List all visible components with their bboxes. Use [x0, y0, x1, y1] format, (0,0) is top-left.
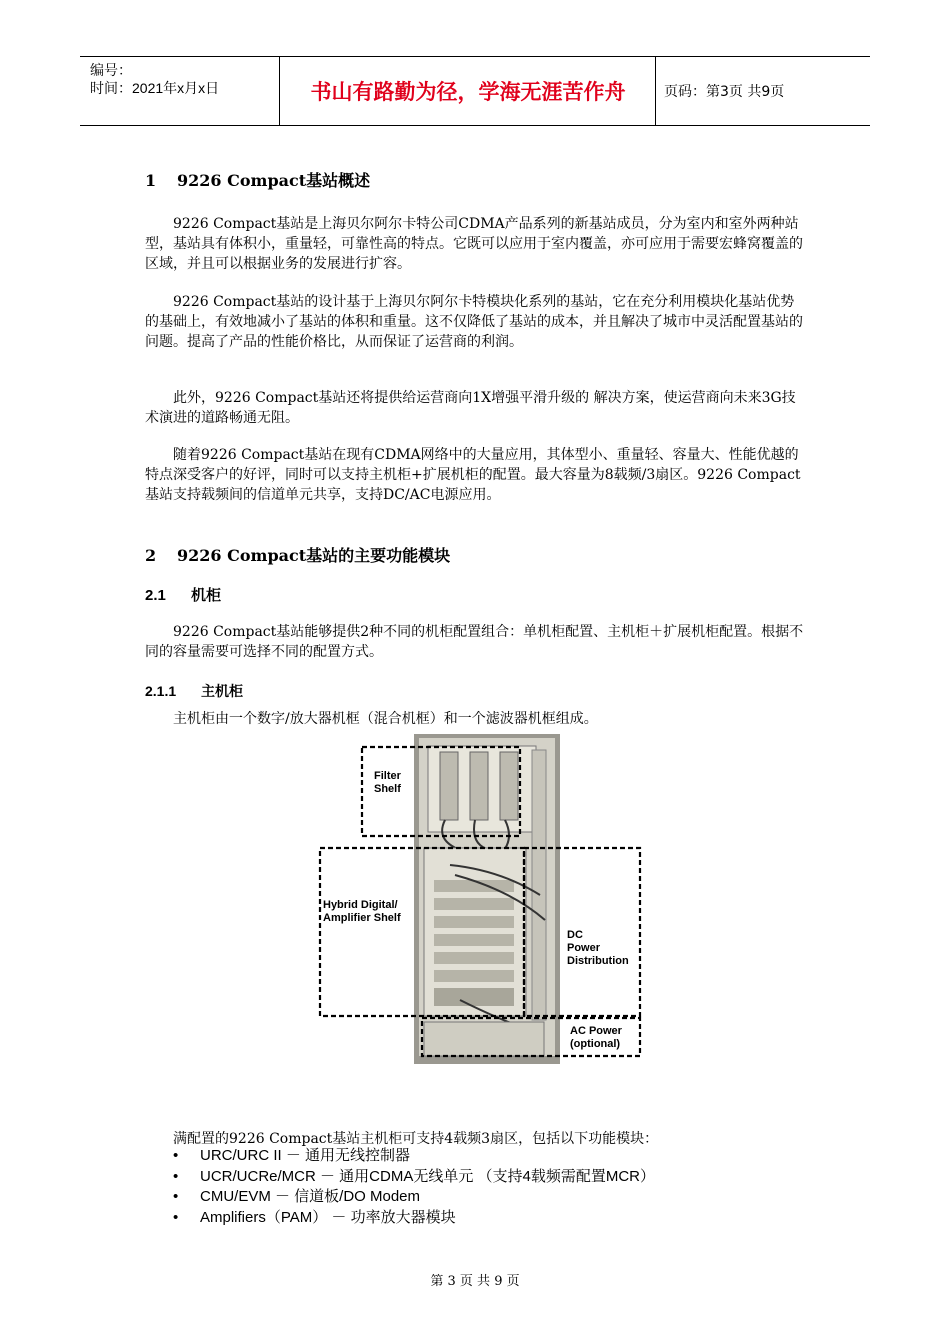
section-number: 2 — [145, 546, 157, 565]
section-2-heading — [145, 543, 450, 566]
list-item: • CMU/EVM － 信道板/DO Modem — [173, 1187, 655, 1208]
paragraph: 9226 Compact基站的设计基于上海贝尔阿尔卡特模块化系列的基站，它在充分利用模块化基站优势的基础上，有效地减小了基站的体积和重量。这不仅降低了基站的成本，并且解决了城市中灵活配置基站的问题。提高了产品的性能价格比，从而保证了运营商的利润。 — [145, 294, 803, 350]
shelf-slot — [434, 898, 514, 910]
shelf-slot — [434, 952, 514, 964]
ac-area — [424, 1022, 544, 1056]
filter-label: Shelf — [374, 783, 401, 795]
paragraph: 满配置的9226 Compact基站主机柜可支持4载频3扇区，包括以下功能模块： — [173, 1131, 659, 1147]
paragraph: 随着9226 Compact基站在现有CDMA网络中的大量应用，其体型小、重量轻、容量大、性能优越的特点深受客户的好评，同时可以支持主机柜+扩展机柜的配置。最大容量为8载频/3扇区。9226 Compact基站支持载频间的信道单元共享，支持DC/AC电源应用。 — [145, 447, 801, 503]
ac-label: AC Power — [570, 1025, 622, 1037]
section-number: 2.1 — [145, 587, 166, 604]
section-2-1-heading — [145, 584, 221, 605]
side-rail — [532, 750, 546, 1020]
list-item: • UCR/UCRe/MCR － 通用CDMA无线单元 （支持4载频需配置MCR） — [173, 1167, 655, 1188]
hybrid-label: Hybrid Digital/ — [323, 899, 398, 911]
page-header — [80, 56, 870, 126]
filter-label: Filter — [374, 770, 401, 782]
paragraph: 此外，9226 Compact基站还将提供给运营商向1X增强平滑升级的 解决方案，使运营商向未来3G技术演进的道路畅通无阻。 — [145, 390, 796, 426]
hybrid-label: Amplifier Shelf — [323, 912, 401, 924]
shelf-slot — [434, 988, 514, 1006]
section-title: 9226 Compact基站概述 — [177, 171, 371, 190]
section-title: 机柜 — [191, 587, 222, 604]
module-list — [173, 1146, 655, 1228]
number-label: 编号： — [90, 62, 132, 78]
shelf-slot — [434, 916, 514, 928]
header-motto: 书山有路勤为径，学海无涯苦作舟 — [281, 57, 656, 125]
section-2-1-1-heading — [145, 681, 243, 701]
section-number: 1 — [145, 171, 157, 190]
header-meta — [80, 57, 280, 125]
dc-label: Distribution — [567, 955, 629, 967]
ac-label: (optional) — [570, 1038, 621, 1050]
list-item: • URC/URC II － 通用无线控制器 — [173, 1146, 655, 1167]
filter-unit — [500, 752, 518, 820]
page-footer: 第 3 页 共 9 页 — [430, 1274, 520, 1289]
dc-label: Power — [567, 942, 601, 954]
section-title: 9226 Compact基站的主要功能模块 — [177, 546, 451, 565]
filter-unit — [440, 752, 458, 820]
dc-label: DC — [567, 929, 583, 941]
section-number: 2.1.1 — [145, 683, 177, 699]
time-label: 时间：2021年x月x日 — [90, 80, 220, 96]
section-title: 主机柜 — [201, 683, 243, 699]
section-1-heading — [145, 168, 370, 191]
list-item: • Amplifiers（PAM） － 功率放大器模块 — [173, 1208, 655, 1229]
cabinet-diagram — [300, 730, 650, 1070]
filter-unit — [470, 752, 488, 820]
shelf-slot — [434, 970, 514, 982]
paragraph: 9226 Compact基站是上海贝尔阿尔卡特公司CDMA产品系列的新基站成员，分为室内和室外两种站型，基站具有体积小，重量轻，可靠性高的特点。它既可以应用于室内覆盖，亦可应用于需要宏蜂窝覆盖的区域，并且可以根据业务的发展进行扩容。 — [145, 216, 803, 272]
shelf-slot — [434, 934, 514, 946]
header-page-code: 页码：第3页 共9页 — [664, 84, 785, 100]
paragraph: 9226 Compact基站能够提供2种不同的机柜配置组合：单机柜配置、主机柜＋扩展机柜配置。根据不同的容量需要可选择不同的配置方式。 — [145, 624, 804, 660]
paragraph: 主机柜由一个数字/放大器机框（混合机框）和一个滤波器机框组成。 — [173, 711, 598, 727]
cabinet-figure — [300, 730, 650, 1070]
